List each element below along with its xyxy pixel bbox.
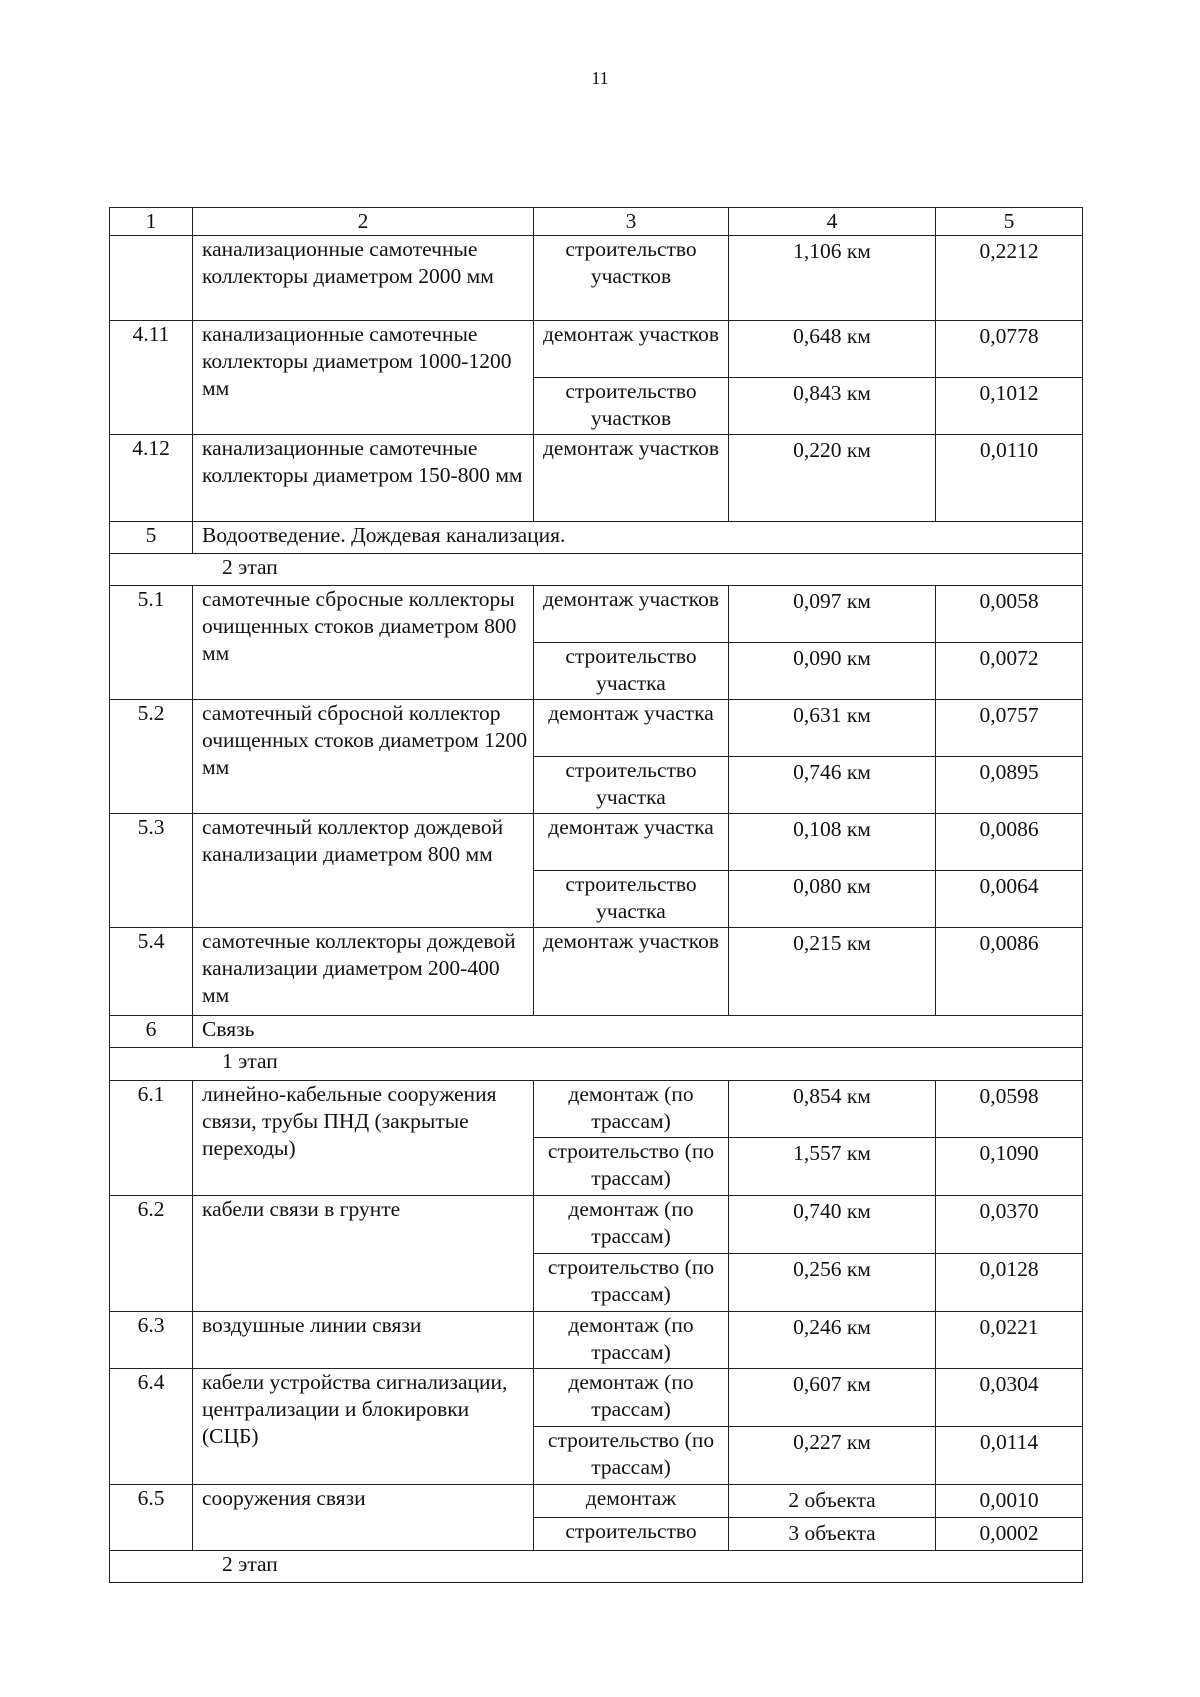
item-number: 5.1 xyxy=(110,586,193,700)
work-type: демонтаж участков xyxy=(534,321,729,378)
area-value: 0,0895 xyxy=(936,757,1083,814)
length-value: 0,215 км xyxy=(729,928,936,1016)
area-value: 0,0010 xyxy=(936,1485,1083,1518)
area-value: 0,0086 xyxy=(936,928,1083,1016)
item-name: сооружения связи xyxy=(193,1485,534,1551)
work-type: демонтаж участка xyxy=(534,814,729,871)
table-row xyxy=(110,928,1083,1016)
stage-label: 2 этап xyxy=(110,1551,1083,1583)
area-value: 0,0221 xyxy=(936,1312,1083,1369)
stage-row xyxy=(110,1048,1083,1081)
area-value: 0,0058 xyxy=(936,586,1083,643)
length-value: 0,108 км xyxy=(729,814,936,871)
item-name: канализационные самотечные коллекторы диаметром 150-800 мм xyxy=(193,435,534,522)
work-type: строительство участка xyxy=(534,757,729,814)
length-value: 0,227 км xyxy=(729,1427,936,1485)
item-number: 4.11 xyxy=(110,321,193,435)
item-name: кабели связи в грунте xyxy=(193,1196,534,1312)
length-value: 2 объекта xyxy=(729,1485,936,1518)
column-number: 5 xyxy=(936,208,1083,236)
work-type: демонтаж xyxy=(534,1485,729,1518)
length-value: 0,631 км xyxy=(729,700,936,757)
table-row xyxy=(110,1081,1083,1138)
objects-table xyxy=(109,207,1083,1583)
area-value: 0,0114 xyxy=(936,1427,1083,1485)
table-row xyxy=(110,814,1083,871)
item-name: воздушные линии связи xyxy=(193,1312,534,1369)
table-row xyxy=(110,236,1083,321)
table-row xyxy=(110,1312,1083,1369)
length-value: 0,246 км xyxy=(729,1312,936,1369)
work-type: строительство (по трассам) xyxy=(534,1138,729,1196)
item-name: самотечные коллекторы дождевой канализации диаметром 200-400 мм xyxy=(193,928,534,1016)
area-value: 0,0757 xyxy=(936,700,1083,757)
item-number xyxy=(110,236,193,321)
stage-label: 1 этап xyxy=(110,1048,1083,1081)
section-row xyxy=(110,522,1083,554)
length-value: 1,557 км xyxy=(729,1138,936,1196)
area-value: 0,0086 xyxy=(936,814,1083,871)
length-value: 0,256 км xyxy=(729,1254,936,1312)
area-value: 0,1012 xyxy=(936,378,1083,435)
item-number: 5.2 xyxy=(110,700,193,814)
area-value: 0,2212 xyxy=(936,236,1083,321)
area-value: 0,0598 xyxy=(936,1081,1083,1138)
area-value: 0,1090 xyxy=(936,1138,1083,1196)
length-value: 0,090 км xyxy=(729,643,936,700)
length-value: 0,080 км xyxy=(729,871,936,928)
item-number: 6.1 xyxy=(110,1081,193,1196)
item-number: 6.4 xyxy=(110,1369,193,1485)
section-row xyxy=(110,1016,1083,1048)
page-number: 11 xyxy=(591,68,609,88)
length-value: 0,097 км xyxy=(729,586,936,643)
item-number: 6.5 xyxy=(110,1485,193,1551)
work-type: демонтаж участка xyxy=(534,700,729,757)
work-type: демонтаж участков xyxy=(534,435,729,522)
work-type: строительство участков xyxy=(534,378,729,435)
item-name: самотечные сбросные коллекторы очищенных стоков диаметром 800 мм xyxy=(193,586,534,700)
area-value: 0,0304 xyxy=(936,1369,1083,1427)
area-value: 0,0778 xyxy=(936,321,1083,378)
item-number: 6.3 xyxy=(110,1312,193,1369)
item-name: линейно-кабельные сооружения связи, трубы ПНД (закрытые переходы) xyxy=(193,1081,534,1196)
table-row xyxy=(110,586,1083,643)
length-value: 0,854 км xyxy=(729,1081,936,1138)
item-number: 5.4 xyxy=(110,928,193,1016)
item-name: самотечный сбросной коллектор очищенных стоков диаметром 1200 мм xyxy=(193,700,534,814)
section-number: 6 xyxy=(110,1016,193,1048)
item-name: канализационные самотечные коллекторы диаметром 1000-1200 мм xyxy=(193,321,534,435)
table-row xyxy=(110,435,1083,522)
work-type: демонтаж (по трассам) xyxy=(534,1369,729,1427)
work-type: строительство участка xyxy=(534,871,729,928)
work-type: демонтаж участков xyxy=(534,586,729,643)
area-value: 0,0110 xyxy=(936,435,1083,522)
length-value: 0,843 км xyxy=(729,378,936,435)
work-type: демонтаж (по трассам) xyxy=(534,1196,729,1254)
work-type: строительство участка xyxy=(534,643,729,700)
item-name: канализационные самотечные коллекторы диаметром 2000 мм xyxy=(193,236,534,321)
area-value: 0,0072 xyxy=(936,643,1083,700)
stage-row xyxy=(110,554,1083,586)
length-value: 3 объекта xyxy=(729,1518,936,1551)
stage-row xyxy=(110,1551,1083,1583)
table-row xyxy=(110,1485,1083,1518)
section-title: Водоотведение. Дождевая канализация. xyxy=(193,522,1083,554)
item-number: 4.12 xyxy=(110,435,193,522)
length-value: 0,740 км xyxy=(729,1196,936,1254)
column-number: 4 xyxy=(729,208,936,236)
item-number: 6.2 xyxy=(110,1196,193,1312)
table-row xyxy=(110,700,1083,757)
column-number: 3 xyxy=(534,208,729,236)
work-type: строительство участков xyxy=(534,236,729,321)
area-value: 0,0064 xyxy=(936,871,1083,928)
length-value: 0,607 км xyxy=(729,1369,936,1427)
work-type: демонтаж (по трассам) xyxy=(534,1312,729,1369)
item-number: 5.3 xyxy=(110,814,193,928)
length-value: 0,648 км xyxy=(729,321,936,378)
work-type: строительство (по трассам) xyxy=(534,1254,729,1312)
area-value: 0,0002 xyxy=(936,1518,1083,1551)
table-row xyxy=(110,321,1083,378)
length-value: 0,746 км xyxy=(729,757,936,814)
section-number: 5 xyxy=(110,522,193,554)
work-type: демонтаж участков xyxy=(534,928,729,1016)
column-number: 1 xyxy=(110,208,193,236)
table-row xyxy=(110,1196,1083,1254)
table-row xyxy=(110,1369,1083,1427)
work-type: строительство xyxy=(534,1518,729,1551)
column-number-row xyxy=(110,208,1083,236)
work-type: демонтаж (по трассам) xyxy=(534,1081,729,1138)
length-value: 0,220 км xyxy=(729,435,936,522)
work-type: строительство (по трассам) xyxy=(534,1427,729,1485)
column-number: 2 xyxy=(193,208,534,236)
item-name: самотечный коллектор дождевой канализации диаметром 800 мм xyxy=(193,814,534,928)
length-value: 1,106 км xyxy=(729,236,936,321)
section-title: Связь xyxy=(193,1016,1083,1048)
area-value: 0,0128 xyxy=(936,1254,1083,1312)
stage-label: 2 этап xyxy=(110,554,1083,586)
item-name: кабели устройства сигнализации, централизации и блокировки (СЦБ) xyxy=(193,1369,534,1485)
area-value: 0,0370 xyxy=(936,1196,1083,1254)
